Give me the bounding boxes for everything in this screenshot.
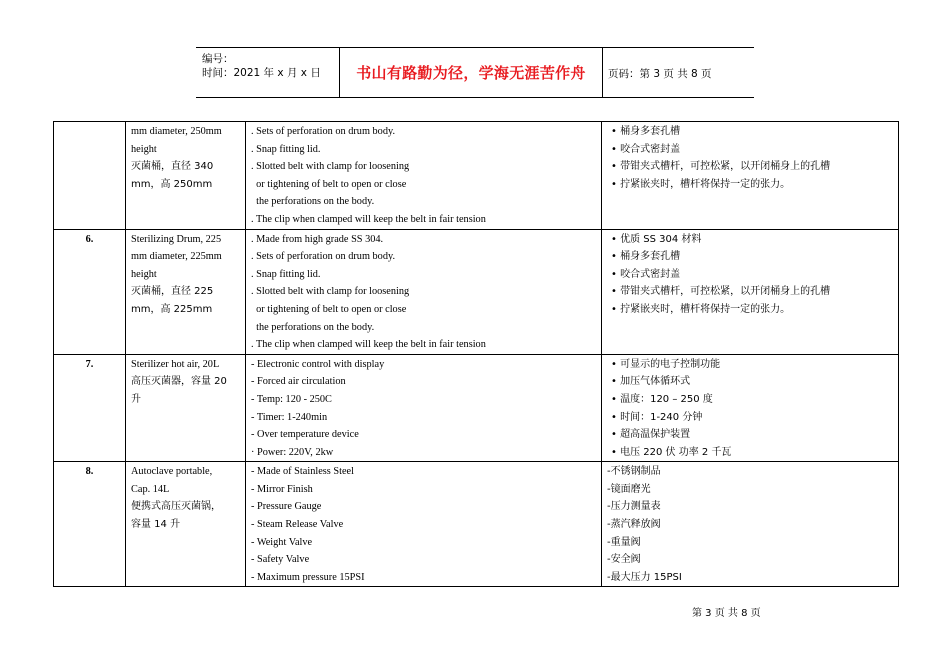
chinese-specification-line: • 带钳夹式槽杆，可控松紧，以开闭桶身上的孔槽 xyxy=(607,283,893,301)
item-specification-line: . Sets of perforation on drum body. xyxy=(251,251,396,263)
chinese-specification-line: • 桶身多套孔槽 xyxy=(607,123,893,141)
item-specification-line: - Safety Valve xyxy=(251,554,310,566)
chinese-specification-line: • 超高温保护装置 xyxy=(607,426,893,444)
item-description-line: height xyxy=(131,143,157,155)
item-specification-line: . Slotted belt with clamp for loosening xyxy=(251,286,410,298)
item-specification-line: - Forced air circulation xyxy=(251,376,346,388)
chinese-specification xyxy=(602,354,899,462)
item-specification-line: . Snap fitting lid. xyxy=(251,268,321,280)
item-specification-line: or tightening of belt to open or close xyxy=(251,178,407,190)
chinese-specification xyxy=(602,229,899,354)
chinese-specification-line: • 桶身多套孔槽 xyxy=(607,248,893,266)
page-header xyxy=(196,47,754,98)
table-row xyxy=(54,462,899,587)
item-description-line: mm，高 250mm xyxy=(131,178,213,190)
item-description-line: Autoclave portable, xyxy=(131,466,213,478)
item-specification xyxy=(246,354,602,462)
item-description-line: mm diameter, 225mm xyxy=(131,251,222,263)
number-label: 编号： xyxy=(202,53,234,65)
item-specification-line: - Temp: 120 - 250C xyxy=(251,393,332,405)
chinese-specification-line: -蒸汽释放阀 xyxy=(607,519,661,531)
item-specification-line: or tightening of belt to open or close xyxy=(251,303,407,315)
row-number xyxy=(54,122,126,230)
chinese-specification-line: • 拧紧嵌夹时，槽杆将保持一定的张力。 xyxy=(607,301,893,319)
item-description-line: 升 xyxy=(131,393,141,405)
item-specification xyxy=(246,229,602,354)
item-specification-line: - Made of Stainless Steel xyxy=(251,466,354,478)
item-description-line: Sterilizer hot air, 20L xyxy=(131,358,220,370)
row-number: 6. xyxy=(54,229,126,354)
item-specification-line: . Made from high grade SS 304. xyxy=(251,233,384,245)
item-description-line: 高压灭菌器，容量 20 xyxy=(131,376,227,388)
item-description xyxy=(126,229,246,354)
chinese-specification xyxy=(602,462,899,587)
chinese-specification-line: • 可显示的电子控制功能 xyxy=(607,356,893,374)
page-footer: 第 3 页 共 8 页 xyxy=(692,608,761,619)
item-specification-line: . The clip when clamped will keep the belt in fair tension xyxy=(251,213,486,225)
item-description-line: 灭菌桶，直径 225 xyxy=(131,286,214,298)
item-specification-line: - Over temperature device xyxy=(251,429,359,441)
chinese-specification-line: • 咬合式密封盖 xyxy=(607,141,893,159)
chinese-specification-line: -镜面磨光 xyxy=(607,483,651,495)
chinese-specification-line: -不锈钢制品 xyxy=(607,466,661,478)
item-specification-line: . Sets of perforation on drum body. xyxy=(251,126,396,137)
item-specification-line: the perforations on the body. xyxy=(251,321,375,333)
chinese-specification-line: • 时间：1-240 分钟 xyxy=(607,409,893,427)
time-label: 时间：2021 年 x 月 x 日 xyxy=(202,67,321,79)
item-specification-line: - Timer: 1-240min xyxy=(251,411,328,423)
item-description-line: height xyxy=(131,268,157,280)
chinese-specification xyxy=(602,122,899,230)
item-specification-line: · Power: 220V, 2kw xyxy=(251,446,334,458)
header-motto: 书山有路勤为径，学海无涯苦作舟 xyxy=(339,48,603,97)
item-specification-line: . Snap fitting lid. xyxy=(251,143,321,155)
table-row xyxy=(54,122,899,230)
item-specification-line: - Pressure Gauge xyxy=(251,501,322,513)
item-description-line: Cap. 14L xyxy=(131,483,170,495)
item-description xyxy=(126,122,246,230)
header-meta xyxy=(202,52,321,80)
item-description-line: 便携式高压灭菌锅， xyxy=(131,501,221,513)
item-specification-line: - Electronic control with display xyxy=(251,358,385,370)
item-specification xyxy=(246,122,602,230)
spec-table-body xyxy=(54,122,899,587)
chinese-specification-line: -压力测量表 xyxy=(607,501,661,513)
table-row xyxy=(54,229,899,354)
chinese-specification-line: • 温度：120 – 250 度 xyxy=(607,391,893,409)
chinese-specification-line: -重量阀 xyxy=(607,536,641,548)
item-specification-line: - Maximum pressure 15PSI xyxy=(251,571,365,583)
item-description-line: 灭菌桶，直径 340 xyxy=(131,161,214,173)
item-description-line: mm diameter, 250mm xyxy=(131,126,222,137)
row-number: 8. xyxy=(54,462,126,587)
chinese-specification-line: -安全阀 xyxy=(607,554,641,566)
item-specification-line: - Mirror Finish xyxy=(251,483,313,495)
chinese-specification-line: • 加压气体循环式 xyxy=(607,373,893,391)
chinese-specification-line: -最大压力 15PSI xyxy=(607,571,682,583)
item-specification-line: - Weight Valve xyxy=(251,536,313,548)
chinese-specification-line: • 咬合式密封盖 xyxy=(607,266,893,284)
item-specification xyxy=(246,462,602,587)
item-specification-line: . Slotted belt with clamp for loosening xyxy=(251,161,410,173)
item-specification-line: . The clip when clamped will keep the belt in fair tension xyxy=(251,339,486,351)
spec-table xyxy=(53,121,899,587)
item-description-line: Sterilizing Drum, 225 xyxy=(131,233,222,245)
item-specification-line: the perforations on the body. xyxy=(251,196,375,208)
item-description-line: 容量 14 升 xyxy=(131,519,181,531)
chinese-specification-line: • 拧紧嵌夹时，槽杆将保持一定的张力。 xyxy=(607,176,893,194)
chinese-specification-line: • 带钳夹式槽杆，可控松紧，以开闭桶身上的孔槽 xyxy=(607,158,893,176)
item-description-line: mm，高 225mm xyxy=(131,303,213,315)
item-specification-line: - Steam Release Valve xyxy=(251,519,344,531)
item-description xyxy=(126,462,246,587)
table-row xyxy=(54,354,899,462)
row-number: 7. xyxy=(54,354,126,462)
chinese-specification-line: • 电压 220 伏 功率 2 千瓦 xyxy=(607,444,893,462)
header-page-label: 页码：第 3 页 共 8 页 xyxy=(608,68,712,80)
item-description xyxy=(126,354,246,462)
chinese-specification-line: • 优质 SS 304 材料 xyxy=(607,231,893,249)
